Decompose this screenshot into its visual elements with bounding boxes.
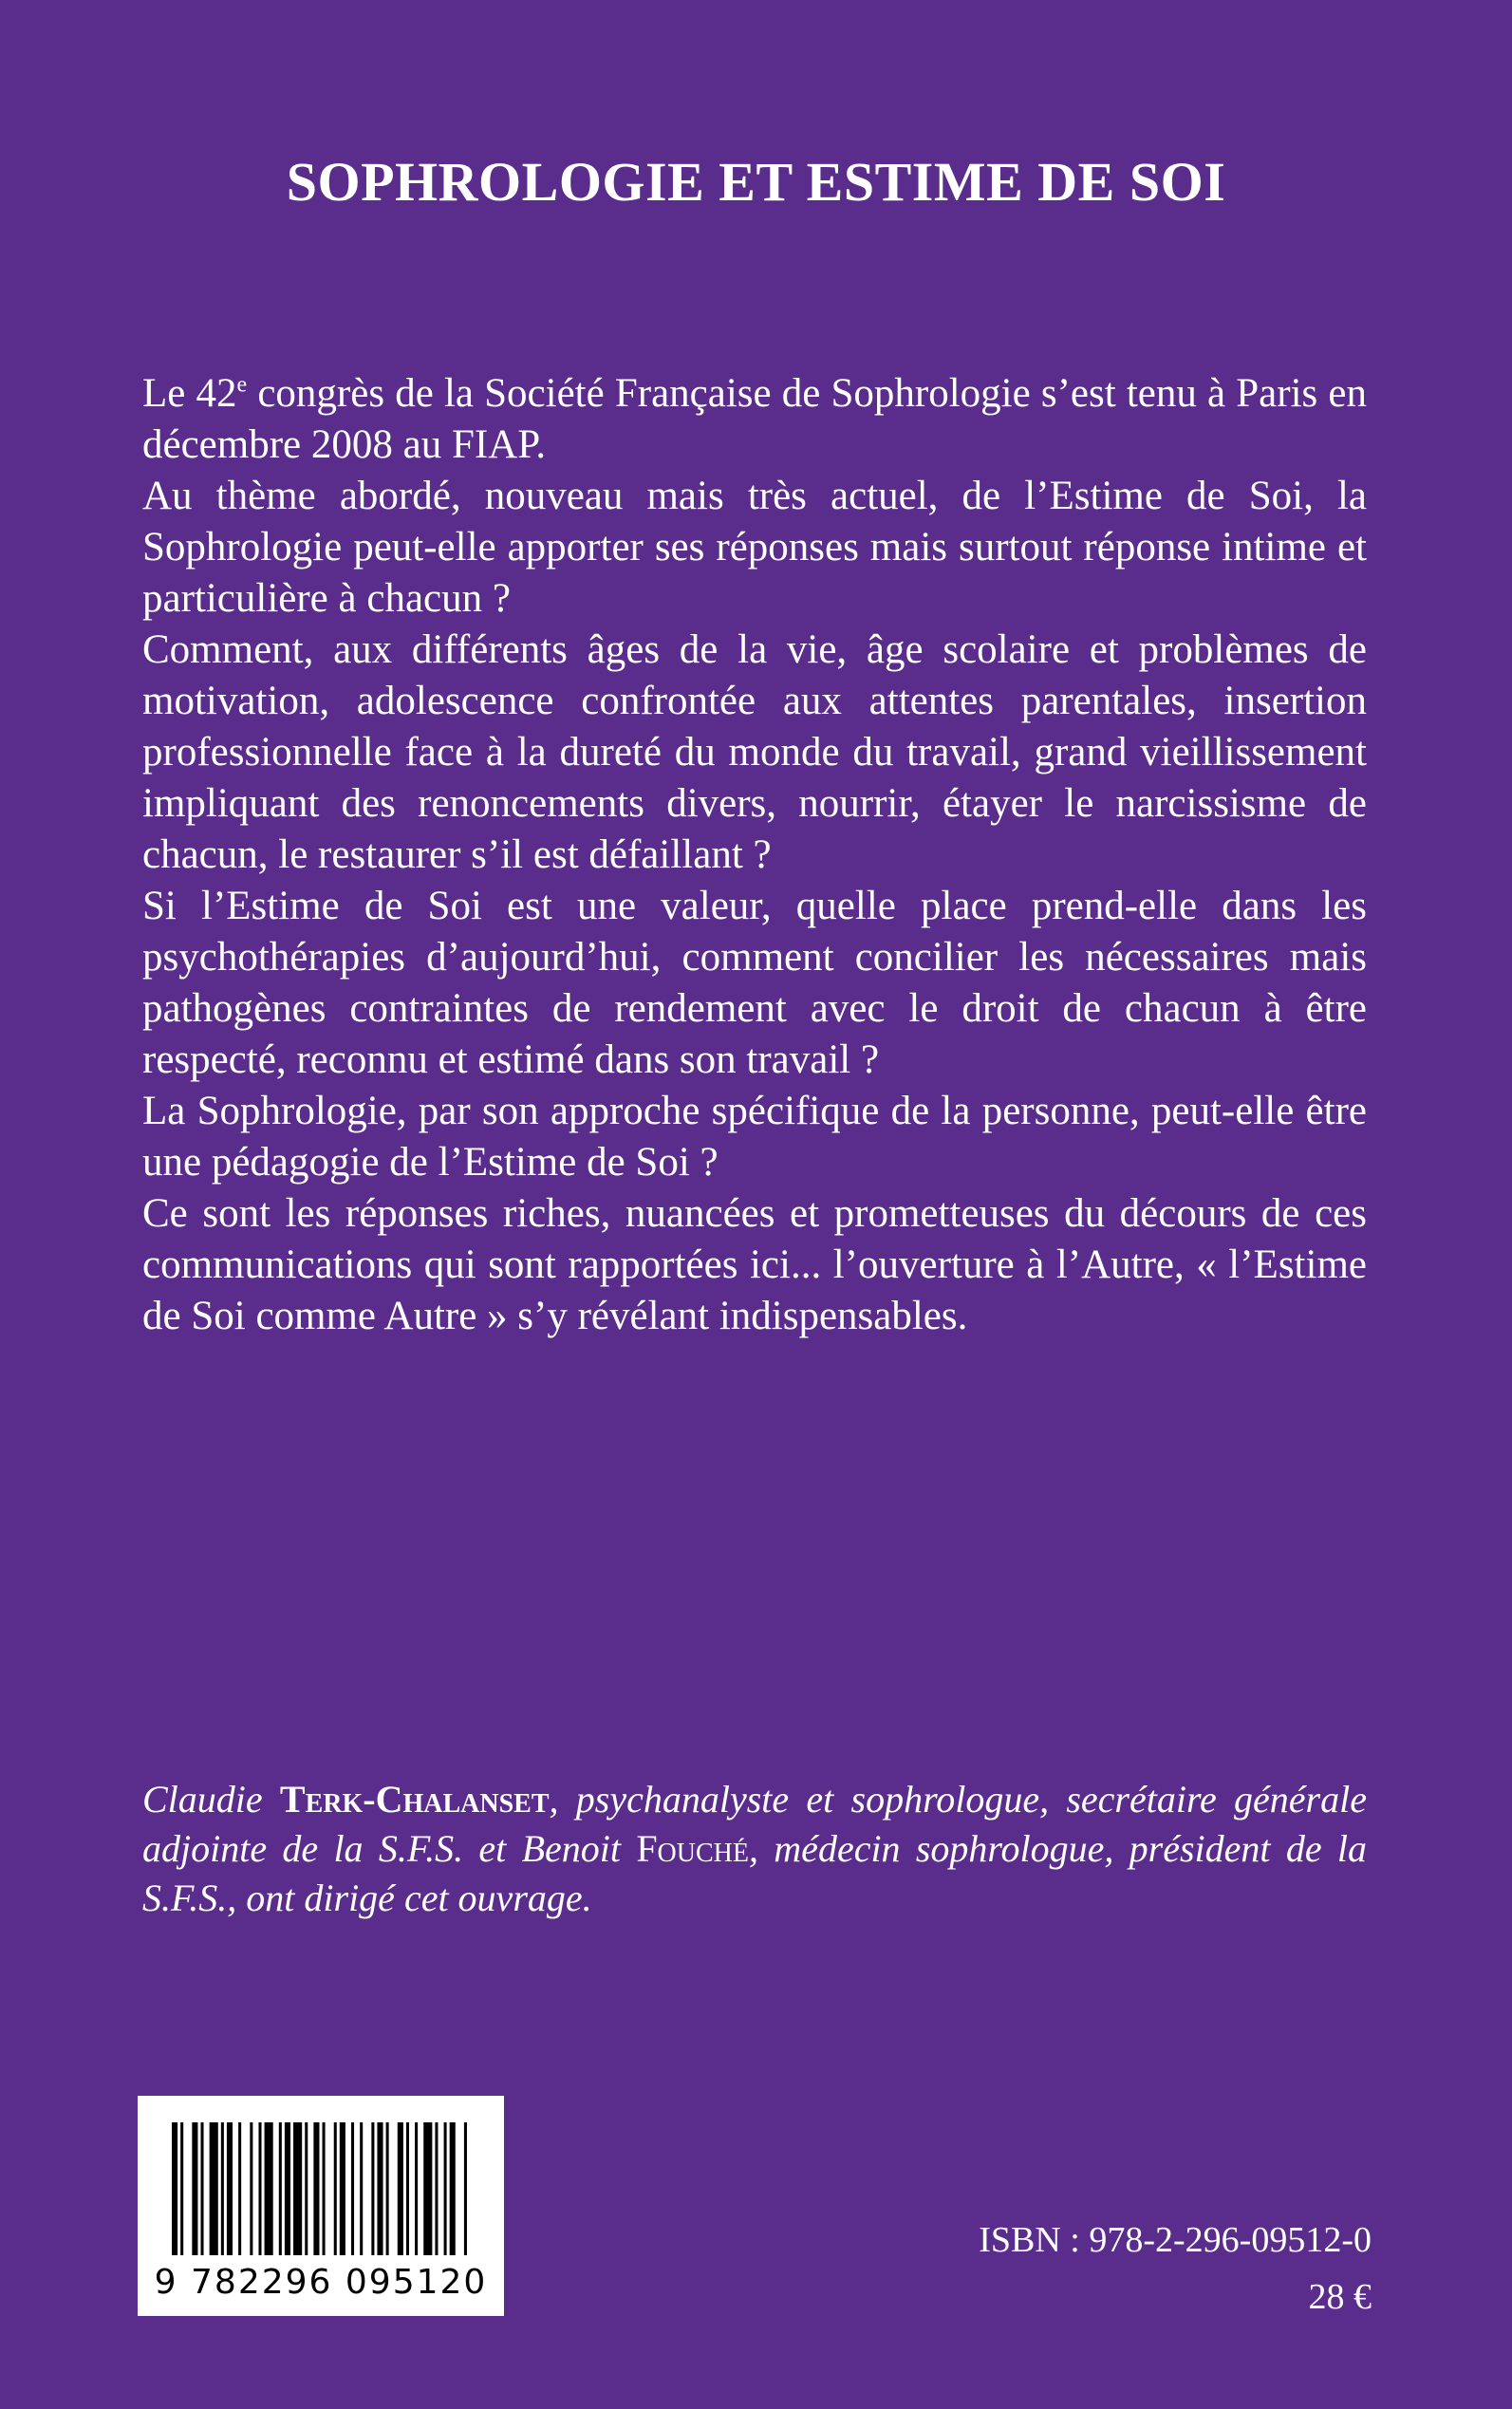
barcode-bar xyxy=(200,2122,203,2255)
author-2-role: , médecin sophrologue, président de la S.F.S., ont dirigé cet ouvrage. xyxy=(142,1827,1367,1919)
barcode-bar xyxy=(360,2122,363,2255)
barcode-bar xyxy=(265,2122,273,2255)
blurb-paragraph-2: Au thème abordé, nouveau mais très actuel, de l’Estime de Soi, la Sophrologie peut-elle apporter ses réponses mais surtout réponse intime et particulière à chacun ? xyxy=(142,474,1367,621)
barcode-bar xyxy=(285,2122,290,2255)
barcode-bar xyxy=(221,2122,224,2255)
barcode xyxy=(138,2096,504,2316)
book-title: SOPHROLOGIE ET ESTIME DE SOI xyxy=(286,151,1226,213)
blurb-p1-end: congrès de la Société Française de Sophrologie s’est tenu à Paris en décembre 2008 au FIAP. xyxy=(142,371,1368,467)
blurb-p1-start: Le 42 xyxy=(142,371,237,416)
barcode-bar xyxy=(398,2122,403,2255)
barcode-bar xyxy=(386,2122,389,2255)
blurb-paragraph-1 xyxy=(142,368,1367,471)
barcode-bar xyxy=(340,2122,345,2255)
blurb-paragraph-3: Comment, aux différents âges de la vie, âge scolaire et problèmes de motivation, adolescence confrontée aux attentes parentales, insertion professionnelle face à la dureté du monde du travail, grand vieillissement impliquant des renoncements divers, nourrir, étayer le narcissisme de chacun, le restaurer s’il est défaillant ? xyxy=(142,627,1367,877)
barcode-bar xyxy=(180,2122,183,2255)
barcode-bar xyxy=(423,2122,432,2255)
barcode-bar xyxy=(377,2122,383,2255)
barcode-bar xyxy=(250,2122,252,2255)
blurb-paragraph-4: Si l’Estime de Soi est une valeur, quelle place prend-elle dans les psychothérapies d’aujourd’hui, comment concilier les nécessaires mais pathogènes contraintes de rendement avec le droit de chacun à être respecté, reconnu et estimé dans son travail ? xyxy=(142,884,1367,1082)
barcode-bar xyxy=(334,2122,337,2255)
blurb-paragraph-6: Ce sont les réponses riches, nuancées et prometteuses du décours de ces communications qui sont rapportées ici... l’ouverture à l’Autre, « l’Estime de Soi comme Autre » s’y révélant indispensables. xyxy=(142,1191,1367,1338)
barcode-bars xyxy=(172,2122,470,2255)
barcode-bar xyxy=(415,2122,418,2255)
author-1-last-name: Terk-Chalanset xyxy=(279,1778,550,1821)
isbn: ISBN : 978-2-296-09512-0 xyxy=(979,2220,1372,2260)
barcode-bar xyxy=(258,2122,261,2255)
barcode-bar xyxy=(444,2122,447,2255)
blurb-paragraph-5: La Sophrologie, par son approche spécifique de la personne, peut-elle être une pédagogie de l’Estime de Soi ? xyxy=(142,1089,1367,1185)
barcode-bar xyxy=(450,2122,456,2255)
barcode-number: 9 782296 095120 xyxy=(154,2263,488,2302)
barcode-bar xyxy=(210,2122,218,2255)
authors-note xyxy=(142,1775,1367,1923)
price: 28 € xyxy=(1308,2277,1372,2317)
barcode-bar xyxy=(351,2122,354,2255)
barcode-bar xyxy=(279,2122,282,2255)
barcode-bar xyxy=(238,2122,241,2255)
barcode-bar xyxy=(313,2122,319,2255)
ordinal-superscript: e xyxy=(236,372,248,398)
barcode-bar xyxy=(371,2122,374,2255)
barcode-bar xyxy=(192,2122,197,2255)
author-1-role: , psychanalyste et sophrologue, secrétaire générale adjointe de la S.F.S. et Benoit xyxy=(142,1778,1367,1870)
barcode-bar xyxy=(406,2122,409,2255)
barcode-bar xyxy=(435,2122,438,2255)
barcode-bar xyxy=(172,2122,177,2255)
back-cover-blurb xyxy=(142,368,1367,1342)
barcode-bar xyxy=(464,2122,467,2255)
barcode-bar xyxy=(305,2122,308,2255)
author-1-first-name: Claudie xyxy=(142,1778,280,1821)
barcode-bar xyxy=(293,2122,302,2255)
author-2-last-name: Fouché xyxy=(636,1827,749,1870)
barcode-bar xyxy=(323,2122,326,2255)
barcode-bar xyxy=(227,2122,233,2255)
